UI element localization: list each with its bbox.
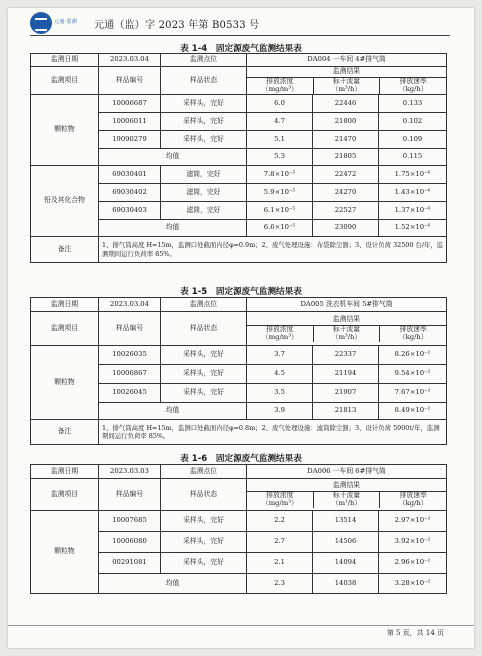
average-concentration: 5.3: [247, 149, 313, 166]
page-number: 第 5 页，共 14 页: [386, 629, 444, 637]
pollutant-name: 颗粒物: [31, 95, 99, 166]
flow-value: 21194: [313, 365, 379, 384]
results-header: [247, 67, 447, 95]
point-value: DA006 一车间 6#排气筒: [247, 465, 447, 479]
flow-value: 21907: [313, 384, 379, 403]
sample-number: 10006080: [99, 532, 161, 553]
rate-header-label: 排放速率: [399, 77, 427, 86]
rate-value: 0.102: [379, 113, 447, 131]
results-header-inner: [247, 481, 446, 507]
flow-value: 22446: [313, 95, 379, 113]
concentration-value: 3.7: [247, 346, 313, 365]
table-title: 表 1-6 固定源废气监测结果表: [180, 454, 302, 464]
concentration-value: 6.0: [247, 95, 313, 113]
date-value: 2023.03.04: [99, 54, 161, 67]
average-label: 均值: [99, 149, 247, 166]
concentration-value: 5.1: [247, 131, 313, 149]
footer-divider: [8, 625, 474, 626]
conc-header-unit: （mg/m³）: [261, 84, 298, 93]
flow-value: 22527: [313, 202, 379, 220]
pollutant-name: 颗粒物: [31, 511, 99, 594]
rate-header-unit: （kg/h）: [398, 332, 428, 341]
point-value: DA005 洗衣机车间 5#排气筒: [247, 298, 447, 312]
point-label: 监测点位: [161, 54, 247, 67]
flow-value: 21470: [313, 131, 379, 149]
monitoring-table: [30, 53, 447, 263]
date-label: 监测日期: [31, 54, 99, 67]
remark-label: 备注: [31, 420, 99, 445]
rate-value: 0.133: [379, 95, 447, 113]
results-label: 监测结果: [247, 481, 446, 492]
monitoring-table: [30, 464, 447, 594]
monitoring-table: [30, 297, 447, 445]
concentration-value: 2.1: [247, 553, 313, 574]
average-flow: 21813: [313, 403, 379, 420]
average-rate: 1.52×10⁻⁶: [379, 220, 447, 237]
table-row: [31, 479, 447, 511]
item-header: 监测项目: [31, 67, 99, 95]
rate-header-unit: （kg/h）: [398, 84, 428, 93]
table-row: [31, 298, 447, 312]
concentration-value: 6.1×10⁻⁵: [247, 202, 313, 220]
results-header: [247, 312, 447, 346]
document-page: [8, 8, 474, 648]
conc-header: [247, 78, 314, 94]
sample-state-header: 样品状态: [161, 67, 247, 95]
logo-text: 元通·监测: [54, 19, 78, 25]
rate-value: 2.97×10⁻²: [379, 511, 447, 532]
average-concentration: 3.9: [247, 403, 313, 420]
table-row: [31, 166, 447, 184]
flow-header: [314, 492, 381, 508]
sample-state: 采样头，完好: [161, 95, 247, 113]
rate-value: 8.26×10⁻²: [379, 346, 447, 365]
remark-text: 1、排气筒高度 H=15m，监测口处截面内径φ=0.8m；2、废气处理设施：滤筒除尘器；3、设计负荷 5900t/年，监测期间运行负荷率 85%。: [99, 420, 447, 445]
sample-state: 采样头，完好: [161, 131, 247, 149]
flow-header-label: 标干流量: [332, 491, 361, 500]
flow-header: [314, 78, 381, 94]
sample-number: 10026045: [99, 384, 161, 403]
flow-header: [314, 326, 381, 342]
flow-value: 13514: [313, 511, 379, 532]
concentration-value: 4.7: [247, 113, 313, 131]
conc-header-label: 排放浓度: [266, 325, 294, 334]
sample-state: 采样头，完好: [161, 553, 247, 574]
table-row: [31, 312, 447, 346]
conc-header-unit: （mg/m³）: [261, 498, 298, 507]
flow-value: 22472: [313, 166, 379, 184]
date-value: 2023.03.03: [99, 465, 161, 479]
average-rate: 3.28×10⁻²: [379, 574, 447, 594]
flow-value: 14506: [313, 532, 379, 553]
remark-text: 1、排气筒高度 H=15m，监测口处截面内径φ=0.9m；2、废气处理设施：布袋除尘器；3、设计负荷 32500 台/年，监测期间运行负荷率 85%。: [99, 237, 447, 263]
document-number: 元通（监）字 2023 年第 B0533 号: [94, 20, 260, 31]
average-concentration: 6.6×10⁻⁵: [247, 220, 313, 237]
results-subheaders: [247, 326, 446, 342]
rate-value: 1.75×10⁻⁶: [379, 166, 447, 184]
rate-header: [380, 78, 446, 94]
flow-value: 21800: [313, 113, 379, 131]
remark-label: 备注: [31, 237, 99, 263]
concentration-value: 2.7: [247, 532, 313, 553]
header-divider: [30, 35, 450, 36]
rate-value: 1.37×10⁻⁶: [379, 202, 447, 220]
sample-number: 69030402: [99, 184, 161, 202]
sample-state-header: 样品状态: [161, 479, 247, 511]
point-label: 监测点位: [161, 465, 247, 479]
sample-number: 10006867: [99, 365, 161, 384]
concentration-value: 3.5: [247, 384, 313, 403]
sample-state: 采样头，完好: [161, 113, 247, 131]
results-header-inner: [247, 315, 446, 341]
sample-number: 10006687: [99, 95, 161, 113]
flow-value: 22337: [313, 346, 379, 365]
sample-state: 滤筒，完好: [161, 184, 247, 202]
flow-value: 14094: [313, 553, 379, 574]
average-flow: 23090: [313, 220, 379, 237]
pollutant-name: 铅及其化合物: [31, 166, 99, 237]
date-label: 监测日期: [31, 298, 99, 312]
concentration-value: 5.9×10⁻⁵: [247, 184, 313, 202]
sample-no-header: 样品编号: [99, 312, 161, 346]
average-label: 均值: [99, 403, 247, 420]
sample-state: 采样头，完好: [161, 365, 247, 384]
sample-state: 采样头，完好: [161, 346, 247, 365]
sample-state: 采样头，完好: [161, 532, 247, 553]
item-header: 监测项目: [31, 479, 99, 511]
table-title: 表 1-4 固定源废气监测结果表: [180, 44, 302, 54]
results-label: 监测结果: [247, 315, 446, 326]
concentration-value: 4.5: [247, 365, 313, 384]
table-row: [31, 511, 447, 532]
results-header: [247, 479, 447, 511]
sample-state-header: 样品状态: [161, 312, 247, 346]
table-row: [31, 465, 447, 479]
sample-no-header: 样品编号: [99, 479, 161, 511]
table-title: 表 1-5 固定源废气监测结果表: [180, 287, 302, 297]
rate-header-unit: （kg/h）: [398, 498, 428, 507]
flow-value: 24270: [313, 184, 379, 202]
sample-number: 10007685: [99, 511, 161, 532]
point-label: 监测点位: [161, 298, 247, 312]
table-row: [31, 346, 447, 365]
sample-state: 采样头，完好: [161, 511, 247, 532]
conc-header: [247, 492, 314, 508]
average-flow: 14038: [313, 574, 379, 594]
company-logo: [30, 12, 52, 34]
rate-header: [380, 492, 446, 508]
flow-header-unit: （m³/h）: [331, 332, 362, 341]
flow-header-label: 标干流量: [332, 77, 361, 86]
table-row: [31, 95, 447, 113]
table-row: [31, 67, 447, 95]
average-rate: 8.49×10⁻²: [379, 403, 447, 420]
results-label: 监测结果: [247, 67, 446, 78]
sample-no-header: 样品编号: [99, 67, 161, 95]
date-label: 监测日期: [31, 465, 99, 479]
rate-value: 0.109: [379, 131, 447, 149]
date-value: 2023.03.04: [99, 298, 161, 312]
flow-header-unit: （m³/h）: [331, 498, 362, 507]
rate-header-label: 排放速率: [399, 491, 427, 500]
flow-header-label: 标干流量: [332, 325, 361, 334]
pollutant-name: 颗粒物: [31, 346, 99, 420]
table-row: [31, 420, 447, 445]
results-header-inner: [247, 67, 446, 93]
sample-number: 69030403: [99, 202, 161, 220]
sample-number: 00291081: [99, 553, 161, 574]
average-concentration: 2.3: [247, 574, 313, 594]
rate-header-label: 排放速率: [399, 325, 427, 334]
sample-number: 19090279: [99, 131, 161, 149]
results-subheaders: [247, 78, 446, 94]
rate-value: 1.43×10⁻⁶: [379, 184, 447, 202]
rate-header: [380, 326, 446, 342]
table-row: [31, 237, 447, 263]
point-value: DA004 一车间 4#排气筒: [247, 54, 447, 67]
average-rate: 0.115: [379, 149, 447, 166]
sample-number: 10006011: [99, 113, 161, 131]
concentration-value: 2.2: [247, 511, 313, 532]
flow-header-unit: （m³/h）: [331, 84, 362, 93]
concentration-value: 7.8×10⁻⁵: [247, 166, 313, 184]
item-header: 监测项目: [31, 312, 99, 346]
table-row: [31, 54, 447, 67]
conc-header: [247, 326, 314, 342]
sample-state: 滤筒，完好: [161, 202, 247, 220]
average-label: 均值: [99, 220, 247, 237]
sample-number: 69030401: [99, 166, 161, 184]
conc-header-label: 排放浓度: [266, 491, 294, 500]
rate-value: 3.92×10⁻²: [379, 532, 447, 553]
sample-state: 滤筒，完好: [161, 166, 247, 184]
rate-value: 9.54×10⁻²: [379, 365, 447, 384]
sample-number: 10026035: [99, 346, 161, 365]
conc-header-label: 排放浓度: [266, 77, 294, 86]
rate-value: 7.67×10⁻²: [379, 384, 447, 403]
average-label: 均值: [99, 574, 247, 594]
results-subheaders: [247, 492, 446, 508]
sample-state: 采样头，完好: [161, 384, 247, 403]
average-flow: 21805: [313, 149, 379, 166]
rate-value: 2.96×10⁻²: [379, 553, 447, 574]
conc-header-unit: （mg/m³）: [261, 332, 298, 341]
